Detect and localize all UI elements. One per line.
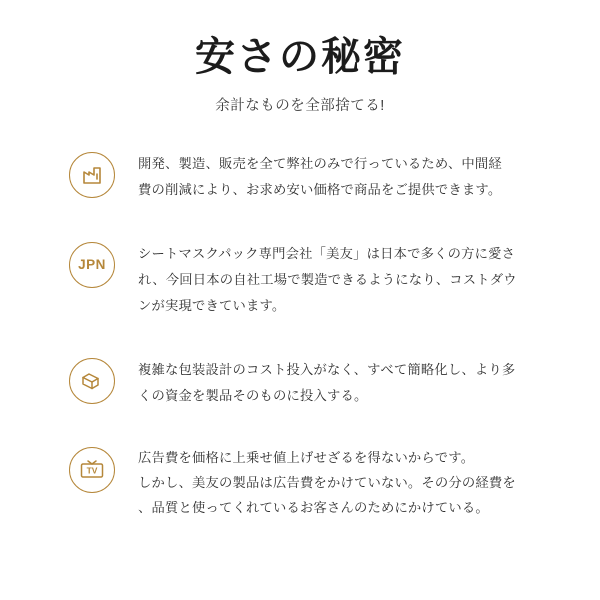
tv-icon [69, 447, 115, 493]
text-line: 複雑な包装設計のコスト投入がなく、すべて簡略化し、より多 [138, 361, 516, 377]
list-item [66, 444, 544, 520]
icon-container [66, 149, 118, 201]
text-line: シートマスクパック専門会社「美友」は日本で多くの方に愛さ [138, 245, 516, 261]
page-subtitle: 余計なものを全部捨てる! [215, 98, 385, 114]
page-title: 安さの秘密 [195, 33, 405, 80]
icon-container [66, 355, 118, 407]
header [0, 0, 600, 115]
text-line: しかし、美友の製品は広告費をかけていない。その分の経費を [138, 475, 516, 491]
list-item [66, 239, 544, 319]
text-line: くの資金を製品そのものに投入する。 [138, 387, 368, 403]
list-item [66, 149, 544, 203]
icon-container [66, 444, 118, 496]
text-line: 、品質と使ってくれているお客さんのためにかけている。 [138, 499, 489, 515]
factory-icon [69, 152, 115, 198]
text-line: ンが実現できています。 [138, 297, 286, 313]
package-box-icon [69, 358, 115, 404]
list-item [66, 355, 544, 409]
text-line: 広告費を価格に上乗せ値上げせざるを得ないからです。 [138, 450, 475, 466]
text-line: れ、今回日本の自社工場で製造できるようになり、コストダウ [138, 271, 517, 287]
jpn-badge-icon: JPN [69, 242, 115, 288]
benefits-list [0, 149, 600, 520]
list-item-text [138, 149, 544, 203]
list-item-text [138, 355, 544, 409]
icon-container [66, 239, 118, 291]
svg-text:TV: TV [86, 466, 98, 477]
list-item-text [138, 444, 544, 520]
text-line: 開発、製造、販売を全て弊社のみで行っているため、中間経 [138, 156, 502, 171]
list-item-text [138, 239, 544, 319]
text-line: 費の削減により、お求め安い価格で商品をご提供できます。 [138, 181, 502, 197]
